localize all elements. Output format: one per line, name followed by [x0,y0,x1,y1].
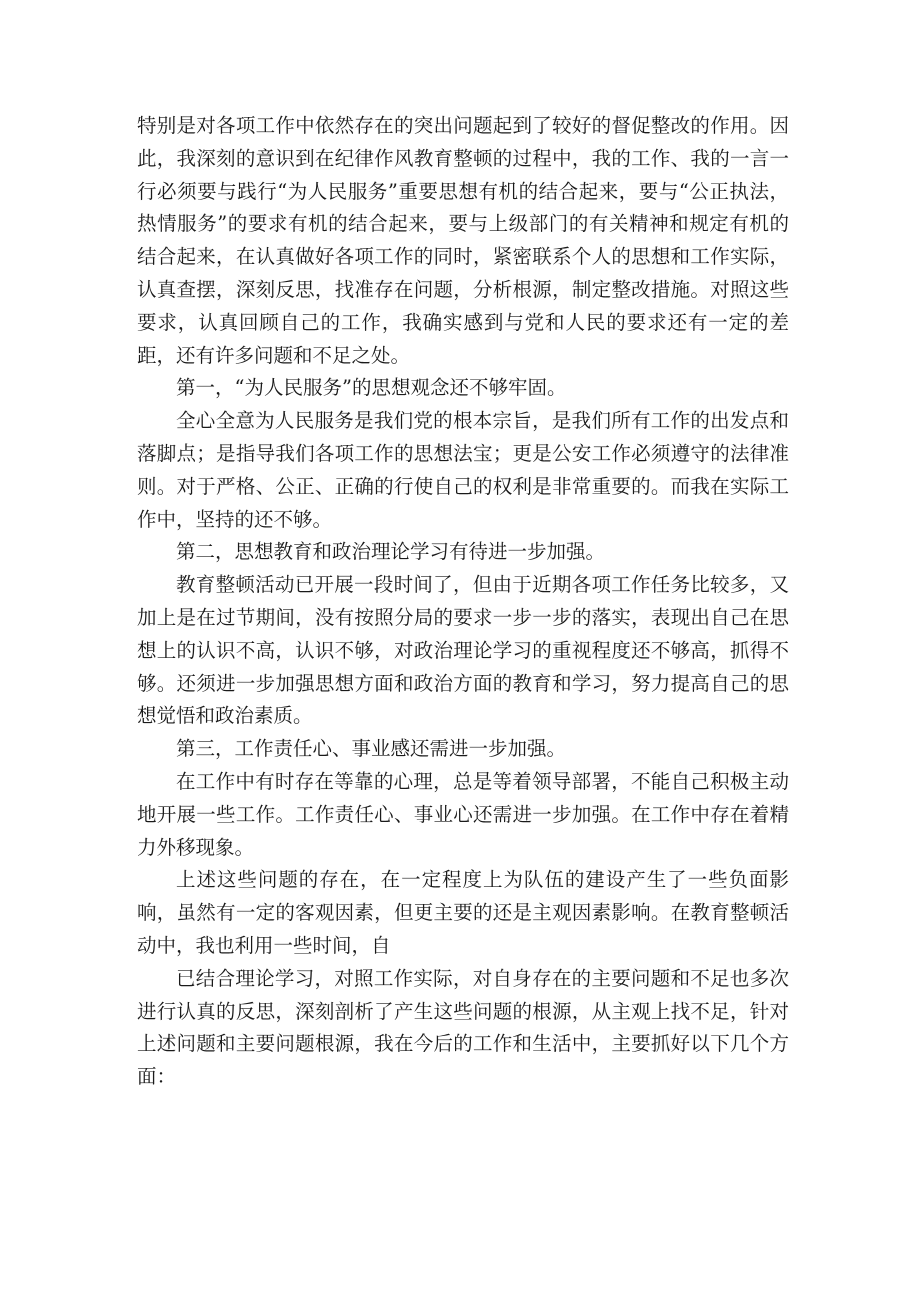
paragraph-summary: 上述这些问题的存在，在一定程度上为队伍的建设产生了一些负面影响，虽然有一定的客观因素，但更主要的还是主观因素影响。在教育整顿活动中，我也利用一些时间，自 [137,868,789,957]
paragraph-first-point: 全心全意为人民服务是我们党的根本宗旨，是我们所有工作的出发点和落脚点；是指导我们各项工作的思想法宝；更是公安工作必须遵守的法律准则。对于严格、公正、正确的行使自己的权利是非常重要的。而我在实际工作中，坚持的还不够。 [137,409,789,531]
paragraph-intro: 特别是对各项工作中依然存在的突出问题起到了较好的督促整改的作用。因此，我深刻的意识到在纪律作风教育整顿的过程中，我的工作、我的一言一行必须要与践行“为人民服务”重要思想有机的结合起来，要与“公正执法，热情服务”的要求有机的结合起来，要与上级部门的有关精神和规定有机的结合起来，在认真做好各项工作的同时，紧密联系个人的思想和工作实际，认真查摆，深刻反思，找准存在问题，分析根源，制定整改措施。对照这些要求，认真回顾自己的工作，我确实感到与党和人民的要求还有一定的差距，还有许多问题和不足之处。 [137,114,789,367]
heading-third-point: 第三，工作责任心、事业感还需进一步加强。 [176,737,567,761]
paragraph-third-point: 在工作中有时存在等靠的心理，总是等着领导部署，不能自己积极主动地开展一些工作。工作责任心、事业心还需进一步加强。在工作中存在着精力外移现象。 [137,769,789,859]
heading-first-point: 第一，“为人民服务”的思想观念还不够牢固。 [176,376,567,400]
heading-second-point: 第二，思想教育和政治理论学习有待进一步加强。 [176,540,606,564]
document-body [137,110,789,1094]
paragraph-reflection: 已结合理论学习，对照工作实际，对自身存在的主要问题和不足也多次进行认真的反思，深刻剖析了产生这些问题的根源，从主观上找不足，针对上述问题和主要问题根源，我在今后的工作和生活中，主要抓好以下几个方面： [137,966,789,1089]
paragraph-second-point: 教育整顿活动已开展一段时间了，但由于近期各项工作任务比较多，又加上是在过节期间，没有按照分局的要求一步一步的落实，表现出自己在思想上的认识不高，认识不够，对政治理论学习的重视程度还不够高，抓得不够。还须进一步加强思想方面和政治方面的教育和学习，努力提高自己的思想觉悟和政治素质。 [137,573,789,728]
